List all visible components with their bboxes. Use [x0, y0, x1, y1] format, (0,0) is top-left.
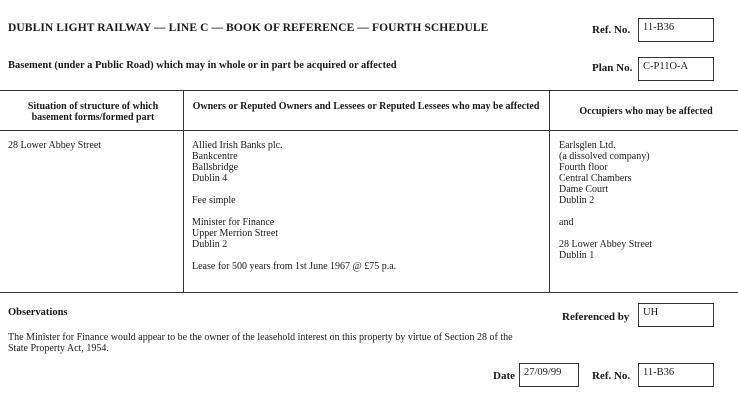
date-label: Date [493, 370, 515, 382]
plan-no-field: C-P11O-A [638, 57, 714, 81]
occupier-line: Central Chambers [559, 173, 632, 184]
owner-line: Allied Irish Banks plc. [192, 140, 283, 151]
plan-no-label: Plan No. [592, 62, 633, 74]
date-field: 27/09/99 [519, 363, 579, 387]
column-header-owners: Owners or Reputed Owners and Lessees or Reputed Lessees who may be affected [192, 101, 540, 112]
occupier-line: 28 Lower Abbey Street [559, 239, 653, 250]
owner-line: Dublin 2 [192, 239, 228, 250]
observations-label: Observations [8, 307, 68, 318]
owner-line: Minister for Finance [192, 217, 275, 228]
lease-line: Lease for 500 years from 1st June 1967 @ £75 p.a. [192, 261, 397, 272]
observations-text: The Minister for Finance would appear to be the owner of the leasehold interest on this property by virtue of Section 28 of the State Property Act, 1954. [8, 332, 513, 354]
footer-ref-no-label: Ref. No. [592, 370, 631, 382]
document-title: DUBLIN LIGHT RAILWAY — LINE C — BOOK OF REFERENCE — FOURTH SCHEDULE [8, 22, 489, 34]
footer-ref-no-field: 11-B36 [638, 363, 714, 387]
table-bottom-rule [0, 292, 738, 293]
document-subtitle: Basement (under a Public Road) which may in whole or in part be acquired or affected [8, 60, 397, 71]
referenced-by-label: Referenced by [562, 311, 630, 323]
owner-line: Upper Merrion Street [192, 228, 279, 239]
occupier-line: Earlsglen Ltd. [559, 140, 616, 151]
occupier-line: (a dissolved company) [559, 151, 650, 162]
owner-line: Bankcentre [192, 151, 238, 162]
situation-text: 28 Lower Abbey Street [8, 140, 102, 151]
occupier-line: Dame Court [559, 184, 609, 195]
column-divider-2 [549, 90, 550, 292]
occupier-conjunction: and [559, 217, 574, 228]
occupier-line: Dublin 2 [559, 195, 595, 206]
tenure-line: Fee simple [192, 195, 236, 206]
owners-cell [192, 140, 396, 272]
occupiers-cell [559, 140, 652, 261]
ref-no-label: Ref. No. [592, 24, 631, 36]
column-header-occupiers: Occupiers who may be affected [579, 106, 713, 117]
owner-line: Dublin 4 [192, 173, 228, 184]
ref-no-field: 11-B36 [638, 18, 714, 42]
occupier-line: Dublin 1 [559, 250, 595, 261]
table-top-rule [0, 90, 738, 91]
referenced-by-field: UH [638, 303, 714, 327]
situation-cell [8, 140, 101, 151]
owner-line: Ballsbridge [192, 162, 239, 173]
table-header-rule [0, 130, 738, 131]
column-header-situation: Situation of structure of which basement forms/formed part [27, 101, 159, 123]
column-divider-1 [183, 90, 184, 292]
occupier-line: Fourth floor [559, 162, 608, 173]
